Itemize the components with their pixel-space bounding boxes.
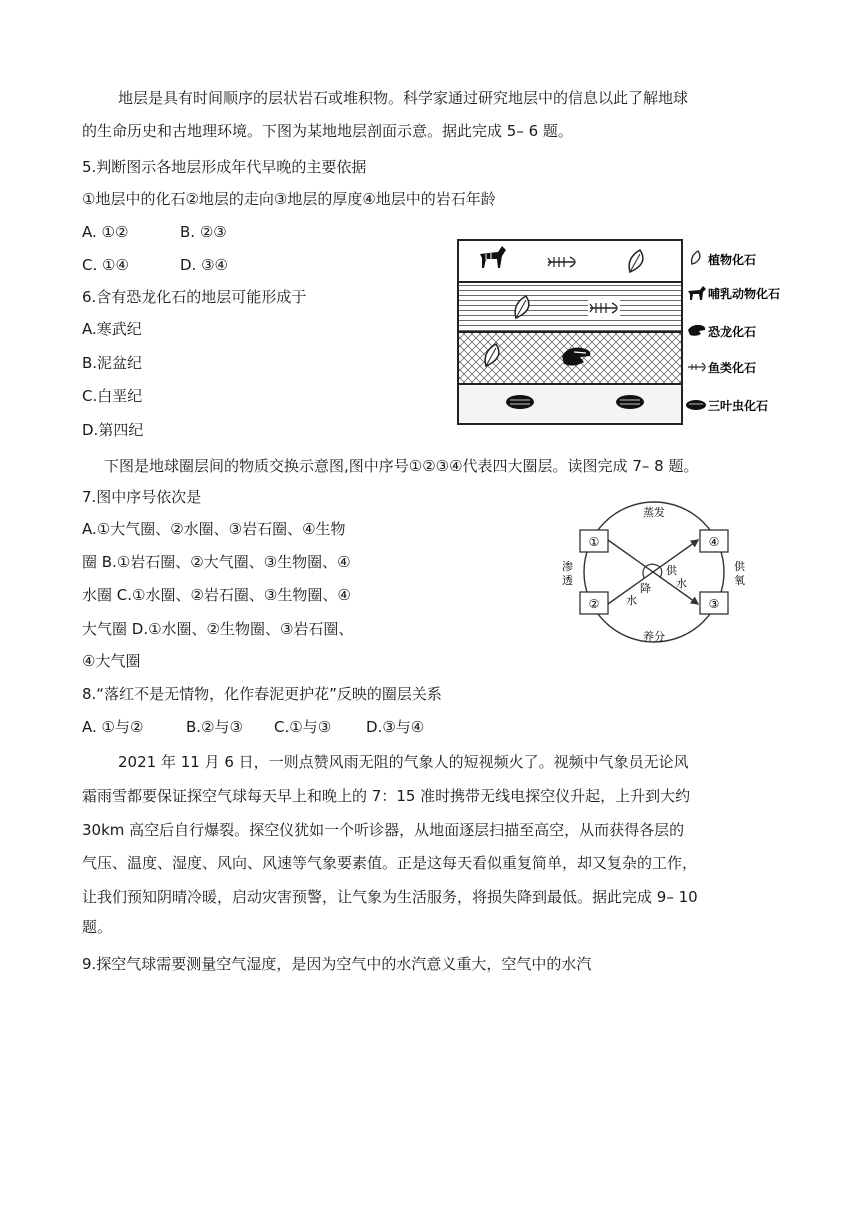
option-a[interactable]: A. ①② xyxy=(82,223,129,241)
label-precip-2: 水 xyxy=(626,594,637,607)
option-a[interactable]: A. ①与② xyxy=(82,718,144,736)
label-seep-1: 渗 xyxy=(562,560,573,573)
question-5-options-ab xyxy=(82,222,227,242)
question-9-stem: 9.探空气球需要测量空气湿度，是因为空气中的水汽意义重大，空气中的水汽 xyxy=(82,955,592,973)
label-evaporation: 蒸发 xyxy=(643,506,665,519)
question-5-stem: 5.判断图示各地层形成年代早晚的主要依据 xyxy=(82,158,367,176)
legend-mammal-fossil: 哺乳动物化石 xyxy=(708,287,781,301)
label-precip-1: 降 xyxy=(640,582,651,595)
box-1-label: ① xyxy=(588,535,600,549)
question-7-stem: 7.图中序号依次是 xyxy=(82,488,202,506)
question-8-stem: 8.“落红不是无情物，化作春泥更护花”反映的圈层关系 xyxy=(82,685,442,703)
box-2-label: ② xyxy=(588,597,600,611)
passage-3-line-3: 30km 高空后自行爆裂。探空仪犹如一个听诊器，从地面逐层扫描至高空，从而获得各层的 xyxy=(82,821,685,839)
label-oxygen-1: 供 xyxy=(734,560,745,573)
option-d[interactable]: D.第四纪 xyxy=(82,421,144,439)
legend-fish-fossil: 鱼类化石 xyxy=(708,361,757,375)
question-5-options-cd xyxy=(82,255,228,275)
option-a[interactable]: A.寒武纪 xyxy=(82,320,142,338)
option-b[interactable]: B.②与③ xyxy=(186,718,243,736)
question-6-stem: 6.含有恐龙化石的地层可能形成于 xyxy=(82,288,307,306)
option-d[interactable]: D.③与④ xyxy=(366,718,425,736)
question-7-option-line-5: ④大气圈 xyxy=(82,652,141,670)
layer-1 xyxy=(458,240,682,282)
box-3-label: ③ xyxy=(708,597,720,611)
question-8-options xyxy=(82,717,424,737)
option-b[interactable]: B. ②③ xyxy=(180,223,227,241)
label-nutrients: 养分 xyxy=(643,630,665,643)
trilobite-fossil-icon xyxy=(506,395,534,409)
option-c[interactable]: C. ①④ xyxy=(82,256,129,274)
dinosaur-fossil-icon xyxy=(688,325,705,336)
passage-3-line-1: 2021 年 11 月 6 日，一则点赞风雨无阻的气象人的短视频火了。视频中气象员无论风 xyxy=(118,753,689,771)
label-seep-2: 透 xyxy=(562,574,573,587)
passage-3-line-2: 霜雨雪都要保证探空气球每天早上和晚上的 7：15 准时携带无线电探空仪升起，上升到大约 xyxy=(82,787,691,805)
option-c[interactable]: C.白垩纪 xyxy=(82,387,143,405)
layer-2 xyxy=(458,282,682,332)
option-b[interactable]: B.泥盆纪 xyxy=(82,354,143,372)
question-7-option-line-1: A.①大气圈、②水圈、③岩石圈、④生物 xyxy=(82,520,346,538)
layer-4 xyxy=(458,384,682,424)
passage-3-line-6: 题。 xyxy=(82,918,113,936)
strata-profile-figure xyxy=(456,238,796,428)
label-oxygen-2: 氧 xyxy=(734,574,745,587)
passage-1-line-2: 的生命历史和古地理环境。下图为某地地层剖面示意。据此完成 5– 6 题。 xyxy=(82,122,573,140)
legend-dinosaur-fossil: 恐龙化石 xyxy=(708,325,757,339)
legend-plant-fossil: 植物化石 xyxy=(708,253,757,267)
option-c[interactable]: C.①与③ xyxy=(274,718,332,736)
box-4-label: ④ xyxy=(708,535,720,549)
question-7-option-line-3: 水圈 C.①水圈、②岩石圈、③生物圈、④ xyxy=(82,586,351,604)
trilobite-fossil-icon xyxy=(686,400,706,410)
mammal-fossil-icon xyxy=(688,286,706,300)
passage-2-line-1: 下图是地球圈层间的物质交换示意图,图中序号①②③④代表四大圈层。读图完成 7– 8 题。 xyxy=(104,457,699,475)
passage-1-line-1: 地层是具有时间顺序的层状岩石或堆积物。科学家通过研究地层中的信息以此了解地球 xyxy=(118,89,689,107)
label-water-supply-2: 水 xyxy=(676,577,687,590)
trilobite-fossil-icon xyxy=(616,395,644,409)
sphere-exchange-diagram xyxy=(556,494,752,654)
option-d[interactable]: D. ③④ xyxy=(180,256,228,274)
question-7-option-line-2: 圈 B.①岩石圈、②大气圈、③生物圈、④ xyxy=(82,553,351,571)
passage-3-line-4: 气压、温度、湿度、风向、风速等气象要素值。正是这每天看似重复简单，却又复杂的工作， xyxy=(82,854,698,872)
fish-fossil-icon xyxy=(588,300,620,316)
question-7-option-line-4: 大气圈 D.①水圈、②生物圈、③岩石圈、 xyxy=(82,620,354,638)
question-5-items: ①地层中的化石②地层的走向③地层的厚度④地层中的岩石年龄 xyxy=(82,190,496,208)
figure-legend xyxy=(686,251,780,413)
label-water-supply-1: 供 xyxy=(666,564,677,577)
plant-fossil-icon xyxy=(692,251,700,264)
fish-fossil-icon xyxy=(688,363,705,371)
legend-trilobite-fossil: 三叶虫化石 xyxy=(708,399,769,413)
passage-3-line-5: 让我们预知阴晴冷暖，启动灾害预警，让气象为生活服务，将损失降到最低。据此完成 9– 10 xyxy=(82,888,698,906)
